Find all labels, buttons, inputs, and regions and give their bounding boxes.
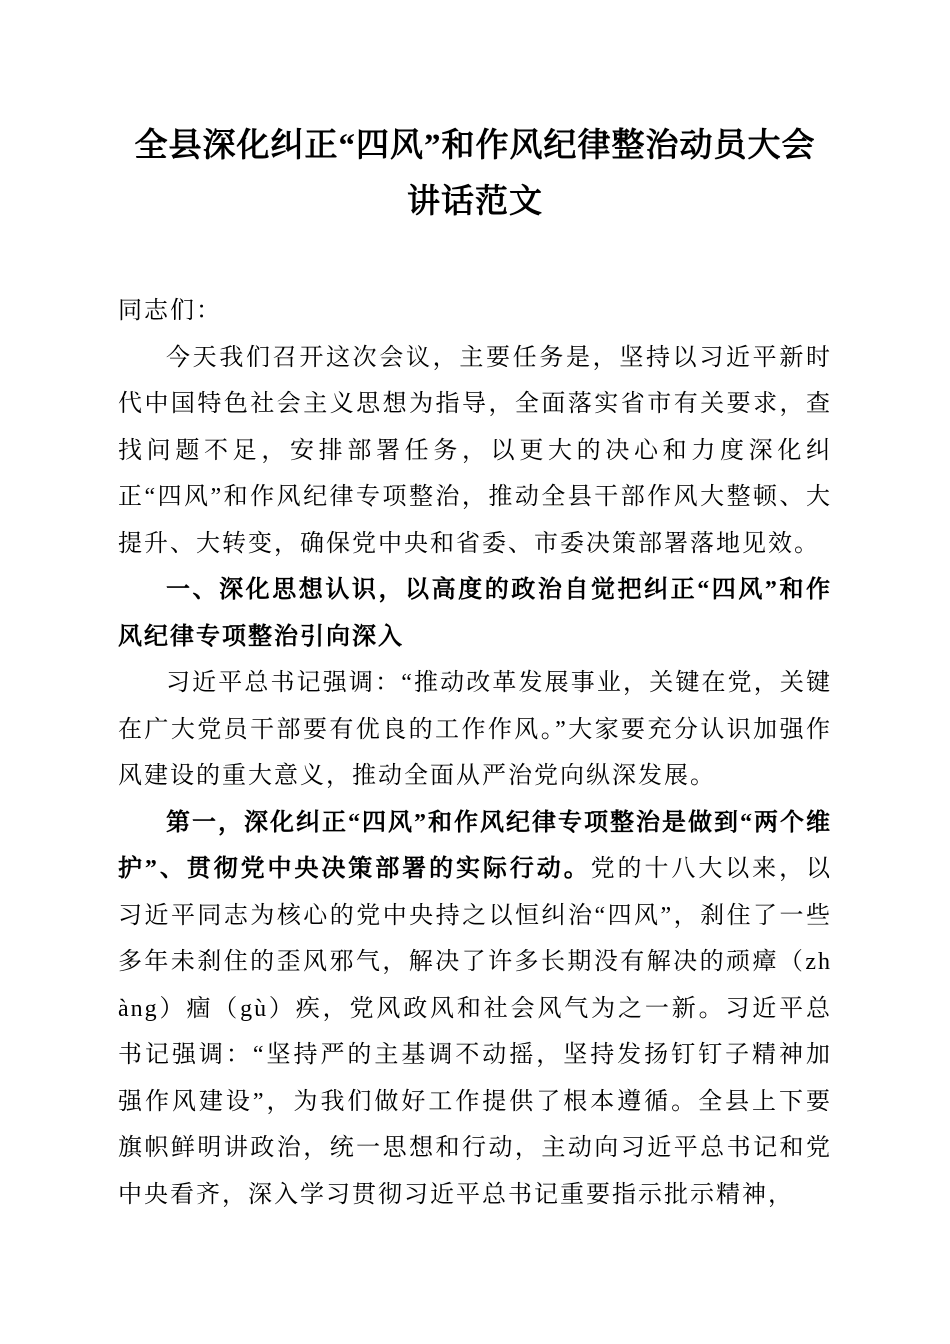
- paragraph: [118, 800, 832, 1219]
- document-body: [118, 288, 832, 1218]
- paragraph-text-bold: 第一，深化纠正“四风”和作风纪律专项整治是做到“两个维护”、贯彻党中央决策部署的实际行动。: [118, 809, 832, 882]
- paragraph-text: 今天我们召开这次会议，主要任务是，坚持以习近平新时代中国特色社会主义思想为指导，全面落实省市有关要求，查找问题不足，安排部署任务，以更大的决心和力度深化纠正“四风”和作风纪律专项整治，推动全县干部作风大整顿、大提升、大转变，确保党中央和省委、市委决策部署落地见效。: [118, 344, 832, 557]
- paragraph: [118, 335, 832, 568]
- paragraph: [118, 567, 832, 660]
- paragraph-text: 习近平总书记强调：“推动改革发展事业，关键在党，关键在广大党员干部要有优良的工作作风。”大家要充分认识加强作风建设的重大意义，推动全面从严治党向纵深发展。: [118, 670, 832, 789]
- paragraph-text-bold: 一、深化思想认识，以高度的政治自觉把纠正“四风”和作风纪律专项整治引向深入: [118, 577, 832, 650]
- paragraph-text: 同志们：: [118, 298, 222, 324]
- paragraph-text: 党的十八大以来，以习近平同志为核心的党中央持之以恒纠治“四风”，刹住了一些多年未刹住的歪风邪气，解决了许多长期没有解决的顽瘴（zhàng）痼（gù）疾，党风政风和社会风气为之一新。习近平总书记强调：“坚持严的主基调不动摇，坚持发扬钉钉子精神加强作风建设”，为我们做好工作提供了根本遵循。全县上下要旗帜鲜明讲政治，统一思想和行动，主动向习近平总书记和党中央看齐，深入学习贯彻习近平总书记重要指示批示精神，: [118, 856, 833, 1208]
- paragraph: [118, 660, 832, 800]
- paragraph: [118, 288, 832, 335]
- document-title: 全县深化纠正“四风”和作风纪律整治动员大会讲话范文: [134, 128, 816, 220]
